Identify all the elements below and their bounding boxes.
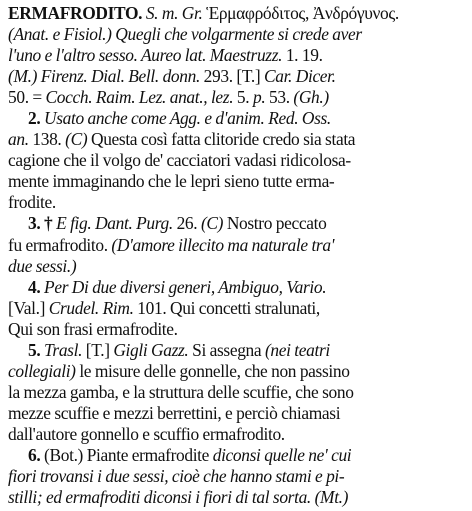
text-line xyxy=(8,298,466,319)
text-run: [T.] xyxy=(82,339,114,360)
text-run: fiori trovansi i due sessi, cioè che hanno stami e pi- xyxy=(8,466,345,487)
text-line xyxy=(8,213,466,234)
text-run: le misure delle gonnelle, che non passino xyxy=(75,360,350,381)
entry-sense-1 xyxy=(8,3,466,108)
text-run: due sessi.) xyxy=(8,255,77,276)
text-line xyxy=(8,424,466,445)
text-run: diconsi quelle ne' cui xyxy=(212,444,352,465)
text-run: Qui son frasi ermafrodite. xyxy=(8,318,178,339)
text-run: 293. [T.] xyxy=(199,66,264,87)
dictionary-entry-ermafrodito xyxy=(8,3,466,508)
text-line xyxy=(8,361,466,382)
text-line xyxy=(8,192,466,213)
text-line xyxy=(8,445,466,466)
text-run: an. xyxy=(8,129,29,150)
text-run: l'uno e l'altro sesso. Aureo lat. Maestruzz. xyxy=(8,45,283,66)
text-line xyxy=(8,24,466,45)
text-run: Ἑρμαφρόδιτος, Ἀνδρόγυνος. xyxy=(206,3,399,23)
text-run: E fig. Dant. Purg. xyxy=(56,213,173,234)
text-run: (D'amore illecito ma naturale tra' xyxy=(111,234,335,255)
text-run: Questa così fatta clitoride credo sia stata xyxy=(87,129,356,150)
entry-sense-5 xyxy=(8,340,466,445)
text-run: (C) xyxy=(200,213,224,234)
text-run: 50. = xyxy=(8,87,46,108)
text-run: Firenz. Dial. Bell. donn. xyxy=(40,66,200,87)
text-run: 1. 19. xyxy=(282,45,323,66)
text-run: p. xyxy=(252,87,266,108)
text-run: 26. xyxy=(172,213,201,234)
text-line xyxy=(8,129,466,150)
sense-number: 5. xyxy=(28,339,45,360)
text-line xyxy=(8,319,466,340)
text-line xyxy=(8,277,466,298)
text-run: (Mt.) xyxy=(310,487,349,508)
text-run: (Gh.) xyxy=(293,87,329,108)
text-run: [Val.] xyxy=(8,297,49,318)
sense-number: 3. † xyxy=(28,213,57,234)
text-run: collegiali) xyxy=(8,360,76,381)
text-run: (nei teatri xyxy=(264,339,330,360)
text-run: Per Di due diversi generi, Ambiguo, Vario. xyxy=(44,276,327,297)
text-line xyxy=(8,340,466,361)
headword: ERMAFRODITO. xyxy=(8,3,143,23)
entry-sense-4 xyxy=(8,277,466,340)
text-run: (M.) xyxy=(8,66,41,87)
text-run: la mezza gamba, e la struttura delle scuffie, che sono xyxy=(8,381,354,402)
text-run: 138. xyxy=(28,129,66,150)
text-line xyxy=(8,382,466,403)
sense-number: 2. xyxy=(28,108,45,129)
text-run: Si assegna xyxy=(188,339,265,360)
text-run: 5. xyxy=(233,87,253,108)
text-run: fu ermafrodito. xyxy=(8,234,112,255)
text-run: 101. Qui concetti stralunati, xyxy=(133,297,320,318)
text-line xyxy=(8,150,466,171)
text-line xyxy=(8,66,466,87)
text-line xyxy=(8,466,466,487)
text-run: Quegli che volgarmente si crede aver xyxy=(115,24,362,45)
text-line xyxy=(8,108,466,129)
entry-sense-6 xyxy=(8,445,466,508)
text-run: Usato anche come Agg. e d'anim. Red. Oss. xyxy=(44,108,331,129)
text-run: dall'autore gonnello e scuffio ermafrodito. xyxy=(8,423,285,444)
text-line xyxy=(8,3,466,24)
text-run: Trasl. xyxy=(44,339,83,360)
text-run: cagione che il volgo de' cacciatori vadasi ridicolosa- xyxy=(8,150,351,171)
entry-sense-3 xyxy=(8,213,466,276)
text-line xyxy=(8,403,466,424)
text-run: Nostro peccato xyxy=(223,213,327,234)
sense-number: 4. xyxy=(28,276,45,297)
text-run: 53. xyxy=(265,87,294,108)
text-line xyxy=(8,487,466,508)
text-run: Gigli Gazz. xyxy=(113,339,189,360)
text-run: (Bot.) Piante ermafrodite xyxy=(44,444,213,465)
sense-number: 6. xyxy=(28,444,45,465)
text-run: stilli; ed ermafroditi diconsi i fiori di tal sorta. xyxy=(8,487,311,508)
text-run: mente immaginando che le lepri sieno tutte erma- xyxy=(8,171,335,192)
text-run: S. m. Gr. xyxy=(142,3,207,23)
text-line xyxy=(8,235,466,256)
text-line xyxy=(8,45,466,66)
text-run: frodite. xyxy=(8,192,56,213)
text-run: Cocch. Raim. Lez. anat., lez. xyxy=(45,87,234,108)
entry-sense-2 xyxy=(8,108,466,213)
text-run: mezze scuffie e mezzi berrettini, e perciò chiamasi xyxy=(8,402,341,423)
text-run: Car. Dicer. xyxy=(263,66,336,87)
text-run: Crudel. Rim. xyxy=(48,297,134,318)
text-run: (C) xyxy=(65,129,88,150)
text-line xyxy=(8,256,466,277)
text-line xyxy=(8,87,466,108)
text-line xyxy=(8,171,466,192)
text-run: (Anat. e Fisiol.) xyxy=(8,24,116,45)
